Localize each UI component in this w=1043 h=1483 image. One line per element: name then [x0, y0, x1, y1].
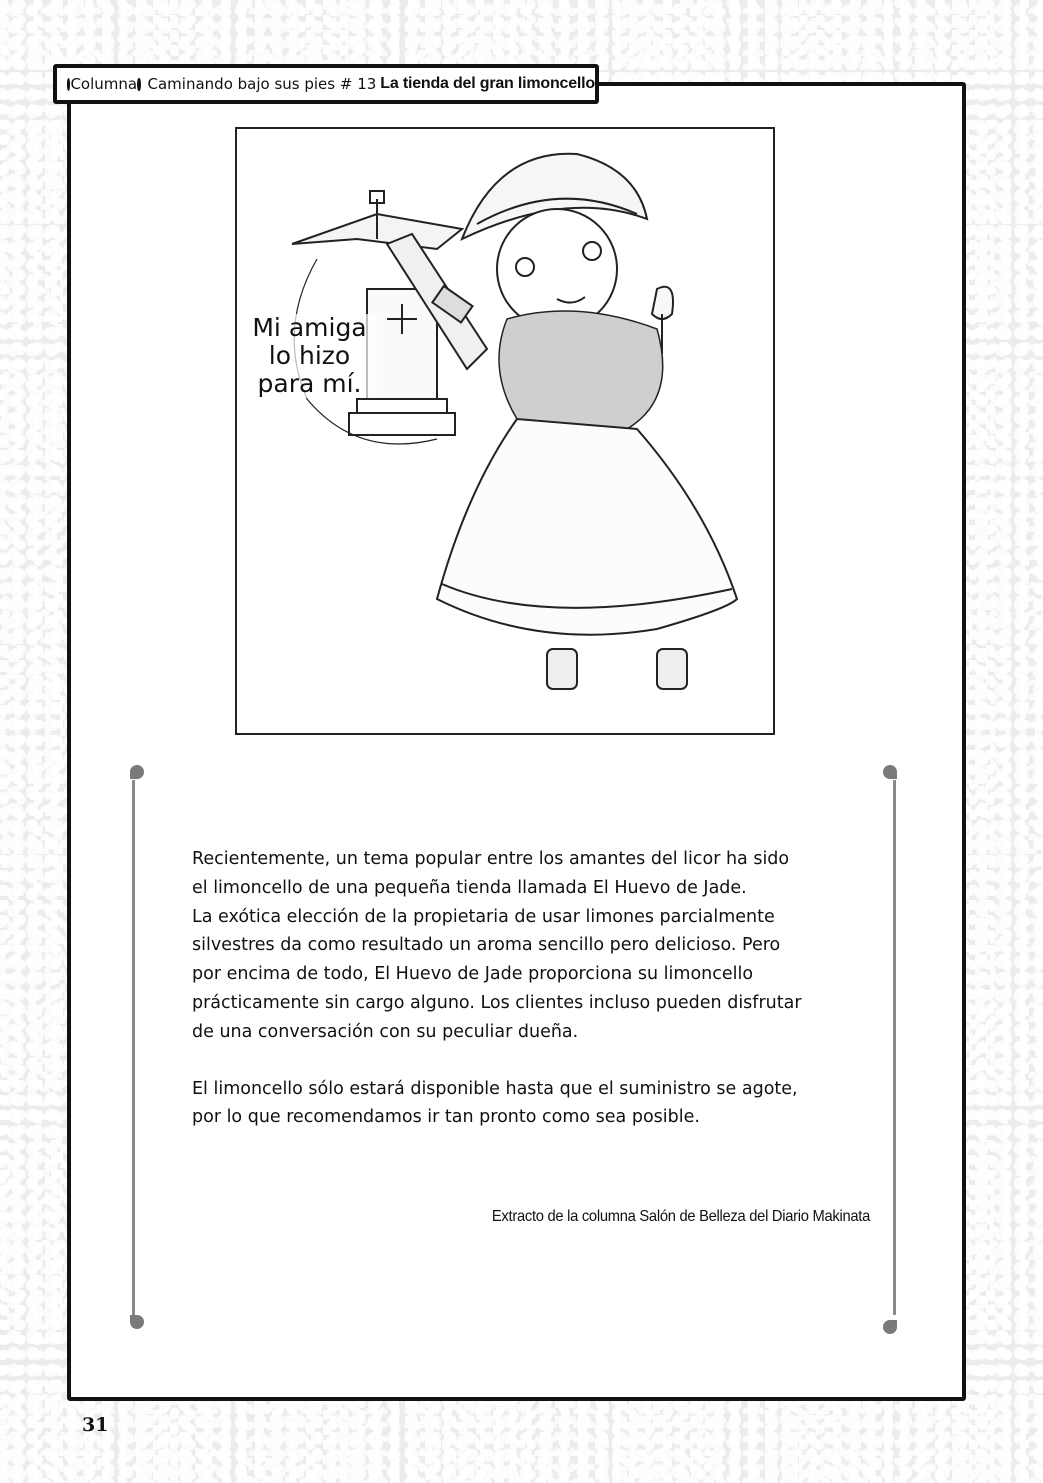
ornament-line-right	[893, 780, 896, 1315]
illustration-panel	[235, 127, 775, 735]
text-line: El limoncello sólo estará disponible hasta que el suministro se agote,	[192, 1078, 798, 1099]
speech-line: lo hizo	[268, 341, 351, 370]
bullet-icon	[137, 78, 140, 91]
text-line: prácticamente sin cargo alguno. Los clientes incluso pueden disfrutar	[192, 992, 802, 1013]
series-name: Caminando bajo sus pies # 13	[147, 75, 377, 93]
text-line: La exótica elección de la propietaria de usar limones parcialmente	[192, 906, 775, 927]
text-line: el limoncello de una pequeña tienda llamada El Huevo de Jade.	[192, 877, 747, 898]
speech-line: Mi amiga	[252, 313, 367, 342]
text-line: por encima de todo, El Huevo de Jade proporciona su limoncello	[192, 964, 754, 985]
ornament-drop-icon	[130, 765, 144, 779]
ornament-drop-icon	[883, 765, 897, 779]
source-credit: Extracto de la columna Salón de Belleza del Diario Makinata	[491, 1208, 870, 1225]
ornament-drop-icon	[883, 1320, 897, 1334]
text-line: Recientemente, un tema popular entre los amantes del licor ha sido	[192, 849, 790, 869]
girl-with-limoncello-illustration	[237, 129, 775, 735]
article-body	[192, 845, 842, 1160]
ornament-line-left	[132, 780, 135, 1315]
speech-line: para mí.	[257, 369, 362, 398]
section-label: Columna	[70, 75, 138, 93]
article-paragraph	[192, 845, 842, 1047]
column-header	[53, 64, 599, 104]
text-line: silvestres da como resultado un aroma sencillo pero delicioso. Pero	[192, 935, 781, 956]
speech-bubble	[242, 314, 377, 398]
column-title: La tienda del gran limoncello	[380, 75, 595, 92]
text-line: por lo que recomendamos ir tan pronto como sea posible.	[192, 1107, 700, 1128]
text-line: de una conversación con su peculiar dueña.	[192, 1021, 579, 1042]
page-number: 31	[82, 1414, 109, 1436]
ornament-drop-icon	[130, 1315, 144, 1329]
article-paragraph	[192, 1075, 842, 1133]
